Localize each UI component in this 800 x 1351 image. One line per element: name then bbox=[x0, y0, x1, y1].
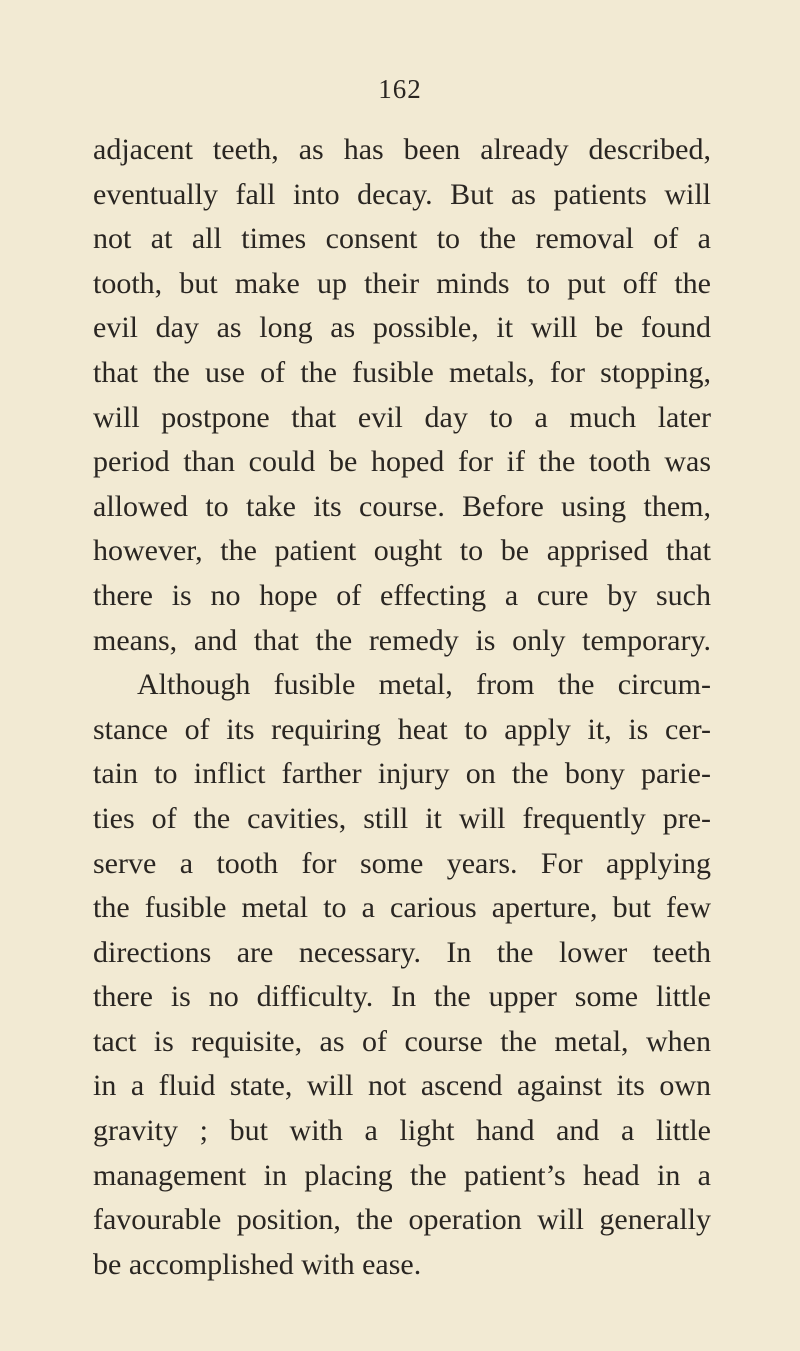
text-line: however, the patient ought to be apprised that bbox=[93, 534, 711, 568]
body-text bbox=[93, 128, 711, 1287]
paragraph-end-line: be accomplished with ease. bbox=[93, 1247, 422, 1281]
text-line: in a fluid state, will not ascend against its own bbox=[93, 1069, 711, 1103]
text-line: evil day as long as possible, it will be found bbox=[93, 311, 711, 345]
text-line: the fusible metal to a carious aperture, but few bbox=[93, 891, 711, 925]
text-line: gravity ; but with a light hand and a little bbox=[93, 1114, 711, 1148]
text-line: there is no hope of effecting a cure by such bbox=[93, 578, 711, 612]
text-line: management in placing the patient’s head in a bbox=[93, 1158, 711, 1192]
text-line: tooth, but make up their minds to put off the bbox=[93, 266, 711, 300]
text-line: tain to inflict farther injury on the bony parie- bbox=[93, 757, 711, 791]
text-line: not at all times consent to the removal of a bbox=[93, 222, 711, 256]
text-line: allowed to take its course. Before using them, bbox=[93, 489, 711, 523]
page-number: 162 bbox=[378, 74, 422, 104]
text-line: will postpone that evil day to a much later bbox=[93, 400, 711, 434]
text-line: directions are necessary. In the lower teeth bbox=[93, 935, 711, 969]
text-line: that the use of the fusible metals, for stopping, bbox=[93, 355, 711, 389]
text-line: there is no difficulty. In the upper some little bbox=[93, 980, 711, 1014]
text-line: adjacent teeth, as has been already described, bbox=[93, 133, 711, 166]
text-line: ties of the cavities, still it will frequently pre- bbox=[93, 801, 711, 835]
paragraph-start-line: Although fusible metal, from the circum- bbox=[137, 668, 711, 702]
text-line: favourable position, the operation will generally bbox=[93, 1203, 711, 1237]
text-line: stance of its requiring heat to apply it, is cer- bbox=[93, 712, 711, 746]
text-line: period than could be hoped for if the tooth was bbox=[93, 445, 711, 479]
text-line: serve a tooth for some years. For applying bbox=[93, 846, 711, 880]
text-line: eventually fall into decay. But as patients will bbox=[93, 177, 711, 211]
text-line: tact is requisite, as of course the metal, when bbox=[93, 1024, 711, 1058]
text-line: means, and that the remedy is only temporary. bbox=[93, 623, 711, 657]
